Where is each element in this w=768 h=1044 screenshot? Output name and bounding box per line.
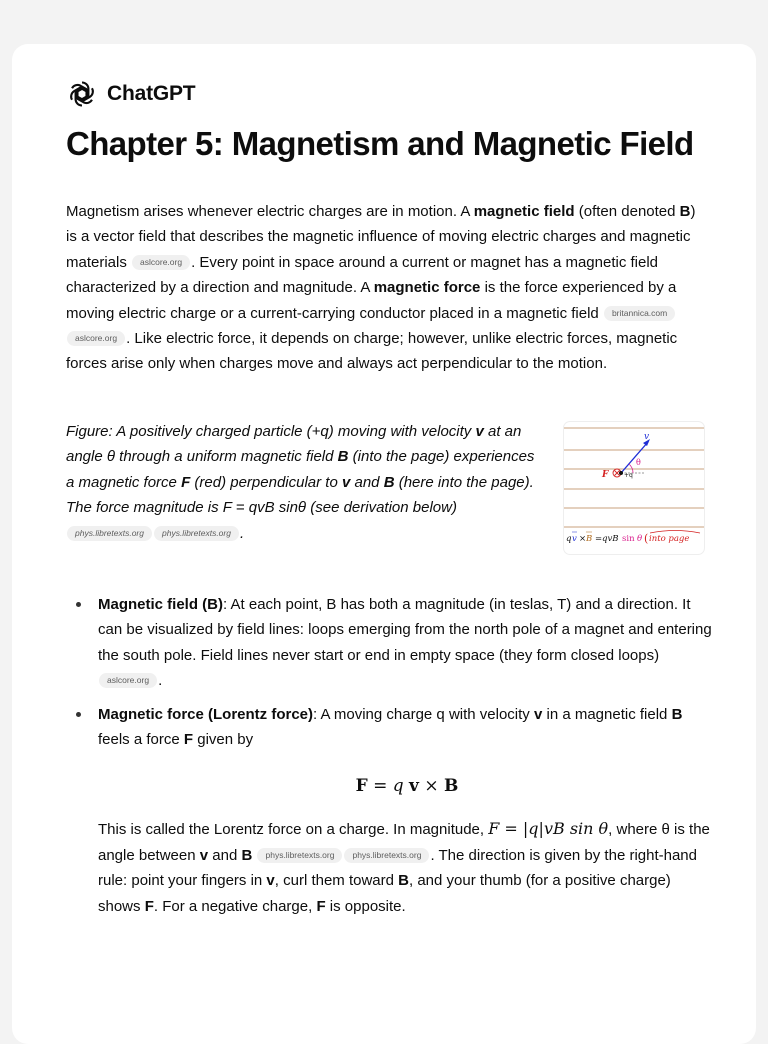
bullet-dot	[76, 602, 81, 607]
velocity-arrow	[621, 442, 648, 473]
bullet-text: feels a force	[98, 731, 184, 749]
brand-name: ChatGPT	[107, 82, 196, 105]
citation-chip[interactable]: aslcore.org	[132, 255, 190, 270]
bullet-bold: B	[671, 705, 683, 723]
eq-paren: (	[644, 532, 649, 545]
intro-text: Magnetism arises whenever electric charges are in motion. A	[66, 203, 474, 220]
explanation-bold: B	[398, 872, 409, 890]
bullet-bold: v	[533, 705, 543, 723]
caption-text: at an angle θ through a uniform magnetic field	[66, 423, 522, 466]
formula-f: F	[355, 776, 368, 797]
eq-sin: sin	[622, 534, 635, 544]
formula-b: B	[444, 776, 459, 797]
q-label: +q	[624, 472, 633, 479]
formula-equals: =	[367, 776, 393, 797]
content-page	[12, 44, 756, 1044]
intro-text: is the force experienced by a moving electric charge or a current-carrying conductor placed in a magnetic field	[66, 279, 677, 322]
explanation-bold: F	[144, 897, 154, 915]
explanation-bold: F	[316, 897, 326, 915]
explanation-text	[252, 847, 256, 864]
explanation-text: , where θ is the angle between	[98, 821, 710, 864]
citation-chip[interactable]: aslcore.org	[67, 331, 125, 346]
bullet-heading: Magnetic force (Lorentz force)	[98, 705, 314, 723]
caption-text: (here into the page). The force magnitude is F = qvB sinθ (see derivation below)	[66, 473, 534, 517]
bullet-bold: F	[183, 731, 194, 749]
concept-list	[66, 592, 716, 919]
intro-bold: magnetic field	[473, 203, 575, 220]
explanation-text: . The direction is given by the right-hand rule: point your fingers in	[98, 846, 697, 890]
formula-q: q	[392, 776, 404, 797]
bullet-text: given by	[193, 731, 254, 749]
explanation-text: , and your thumb (for a positive charge) shows	[98, 872, 671, 915]
bullet-dot	[76, 712, 81, 717]
eq-theta: θ	[637, 534, 643, 544]
eq-rhs: qvB	[602, 534, 619, 544]
caption-text: (into the page) experiences a magnetic force	[66, 448, 535, 491]
caption-text: (red) perpendicular to	[190, 473, 342, 491]
inline-math: F = |q|vB sin θ	[488, 819, 609, 839]
openai-logo-icon	[66, 78, 98, 110]
bullet-text: in a magnetic field	[542, 705, 672, 723]
lorentz-force-figure[interactable]	[564, 422, 704, 554]
caption-bold: v	[341, 473, 351, 491]
force-equation	[566, 531, 700, 546]
eq-into-page: into page	[649, 534, 690, 544]
theta-label: θ	[636, 458, 641, 467]
formula-times: ×	[418, 776, 444, 797]
explanation-text: . For a negative charge,	[153, 897, 317, 915]
citation-chip[interactable]: phys.libretexts.org	[154, 526, 239, 541]
citation-chip[interactable]: britannica.com	[604, 306, 675, 321]
bullet-text: : A moving charge q with velocity	[313, 705, 534, 723]
list-item-magnetic-field	[66, 592, 716, 694]
caption-bold: B	[383, 473, 395, 491]
intro-text: . Every point in space around a current or magnet has a magnetic field characterized by a direction and magnitude. A	[66, 253, 659, 297]
intro-text: (often denoted	[574, 203, 680, 220]
list-item-lorentz-force	[66, 702, 716, 753]
caption-text: and	[350, 473, 384, 491]
bullet-text: : At each point, B has both a magnitude (in teslas, T) and a direction. It can be visualized by field lines: loops emerging from the north pole of a magnet and entering the south pole. Field lines never start or end in empty space (they form closed loops)	[98, 596, 712, 664]
caption-bold: v	[475, 423, 484, 440]
eq-v: v	[572, 534, 577, 544]
explanation-text: and	[208, 846, 242, 864]
caption-bold: F	[181, 473, 191, 491]
citation-chip[interactable]: phys.libretexts.org	[344, 848, 429, 863]
bullet-text: .	[158, 672, 163, 690]
explanation-text: , curl them toward	[274, 872, 399, 890]
formula-v: v	[409, 776, 419, 797]
citation-chip[interactable]: aslcore.org	[99, 673, 157, 688]
eq-equals: =	[595, 534, 603, 544]
brand-header[interactable]	[66, 78, 195, 110]
lorentz-formula	[66, 776, 716, 796]
eq-times: ×	[579, 534, 587, 544]
intro-bold: magnetic force	[373, 279, 481, 297]
caption-bold: B	[337, 448, 349, 466]
caption-text: Figure: A positively charged particle (+q) moving with velocity	[66, 423, 476, 440]
eq-b: B	[586, 534, 593, 544]
explanation-bold: v	[199, 846, 209, 864]
figure-diagram	[564, 422, 704, 554]
explanation-bold: v	[266, 872, 275, 890]
explanation-text: is opposite.	[325, 897, 406, 915]
charge-dot	[619, 471, 623, 475]
citation-chip[interactable]: phys.libretexts.org	[257, 848, 342, 863]
explanation-text: This is called the Lorentz force on a charge. In magnitude,	[98, 821, 489, 839]
eq-q: q	[566, 534, 572, 544]
v-label: v	[644, 432, 650, 442]
figure-caption	[66, 419, 536, 546]
intro-text: . Like electric force, it depends on charge; however, unlike electric forces, magnetic forces arise only when charges move and always act perpendicular to the motion.	[66, 330, 678, 373]
caption-text: .	[239, 524, 245, 542]
explanation-bold: B	[241, 846, 253, 864]
intro-text: ) is a vector field that describes the magnetic influence of moving electric charges and magnetic materials	[66, 203, 696, 271]
bullet-heading: Magnetic field (B)	[98, 596, 224, 613]
eq-overbrace	[650, 531, 700, 534]
intro-bold: B	[679, 203, 691, 220]
field-lines	[564, 428, 704, 527]
lorentz-explanation	[66, 816, 716, 919]
citation-chip[interactable]: phys.libretexts.org	[67, 526, 152, 541]
page-title: Chapter 5: Magnetism and Magnetic Field	[66, 125, 694, 162]
f-label: F	[602, 470, 609, 480]
intro-paragraph	[66, 199, 706, 377]
